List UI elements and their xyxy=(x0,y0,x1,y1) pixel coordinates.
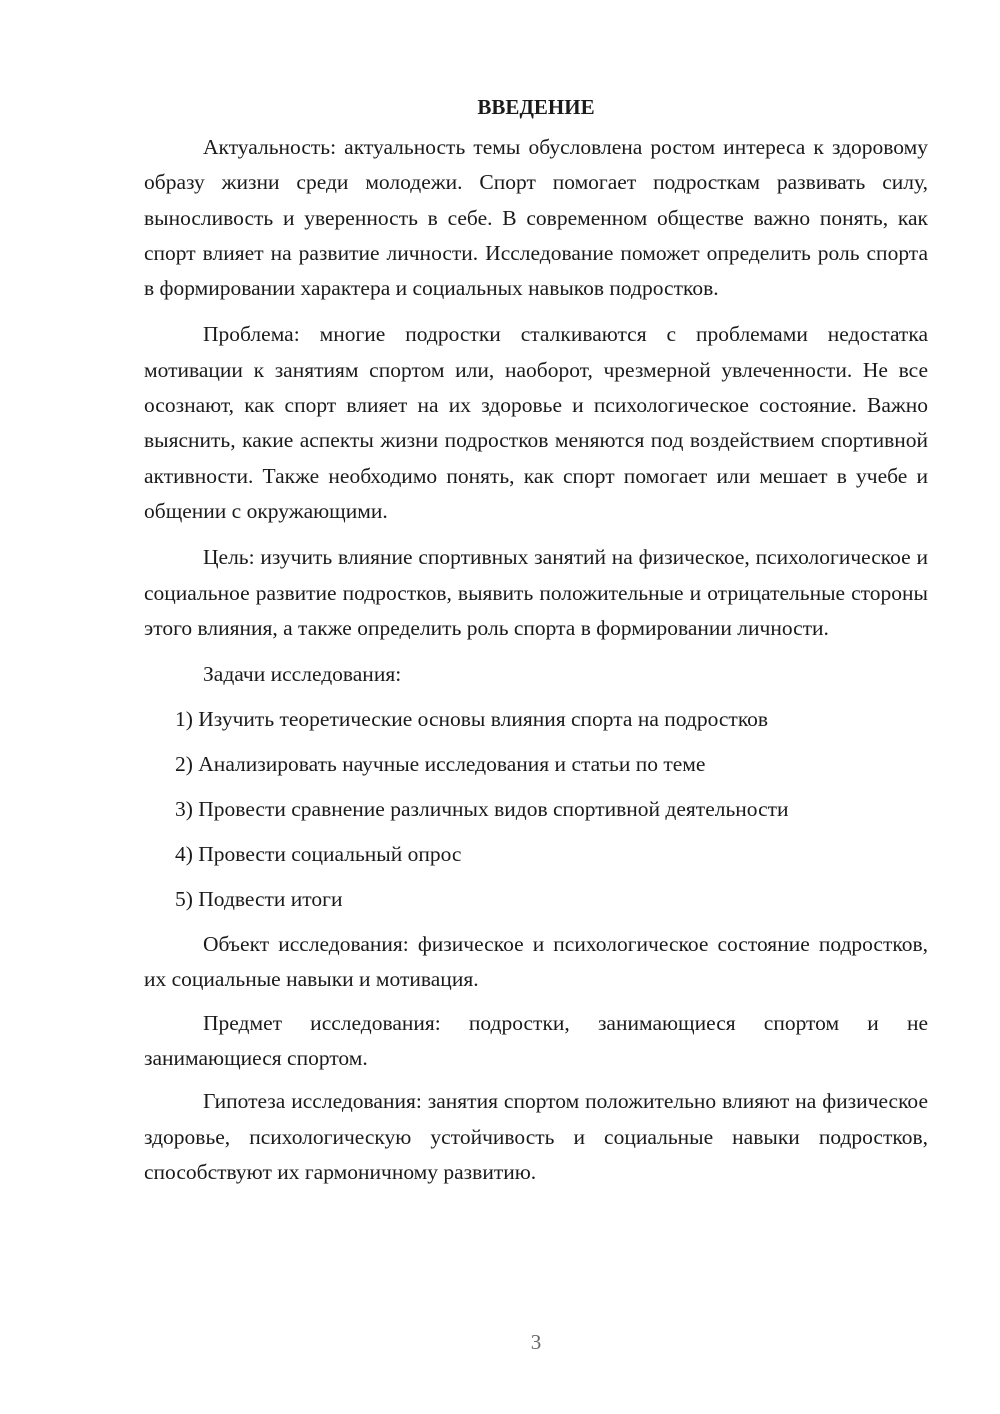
document-page xyxy=(144,90,928,1198)
task-item-5: 5) Подвести итоги xyxy=(175,887,343,912)
hypothesis-paragraph: Гипотеза исследования: занятия спортом положительно влияют на физическое здоровье, психологическую устойчивость и социальные навыки подростков, способствуют их гармоничному развитию. xyxy=(144,1089,928,1184)
task-item-4: 4) Провести социальный опрос xyxy=(175,842,462,867)
task-item-1: 1) Изучить теоретические основы влияния спорта на подростков xyxy=(175,707,769,732)
object-paragraph: Объект исследования: физическое и психологическое состояние подростков, их социальные навыки и мотивация. xyxy=(144,932,928,992)
subject-paragraph: Предмет исследования: подростки, занимающиеся спортом и не занимающиеся спортом. xyxy=(144,1010,928,1071)
goal-paragraph: Цель: изучить влияние спортивных занятий на физическое, психологическое и социальное развитие подростков, выявить положительные и отрицательные стороны этого влияния, а также определить роль спорта в формировании личности. xyxy=(144,545,928,640)
relevance-paragraph: Актуальность: актуальность темы обусловлена ростом интереса к здоровому образу жизни среди молодежи. Спорт помогает подросткам развивать силу, выносливость и уверенность в себе. В современном обществе важно понять, как спорт влияет на развитие личности. Исследование поможет определить роль спорта в формировании характера и социальных навыков подростков. xyxy=(144,135,928,301)
task-item-2: 2) Анализировать научные исследования и статьи по теме xyxy=(175,752,706,777)
page-number: 3 xyxy=(530,1330,542,1354)
task-item-3: 3) Провести сравнение различных видов спортивной деятельности xyxy=(175,797,789,822)
task-list xyxy=(144,702,928,917)
problem-paragraph: Проблема: многие подростки сталкиваются с проблемами недостатка мотивации к занятиям спортом или, наоборот, чрезмерной увлеченности. Не все осознают, как спорт влияет на их здоровье и психологическое состояние. Важно выяснить, какие аспекты жизни подростков меняются под воздействием спортивной активности. Также необходимо понять, как спорт помогает или мешает в учебе и общении с окружающими. xyxy=(144,322,928,523)
page-title: ВВЕДЕНИЕ xyxy=(477,95,595,119)
tasks-heading: Задачи исследования: xyxy=(203,662,402,687)
